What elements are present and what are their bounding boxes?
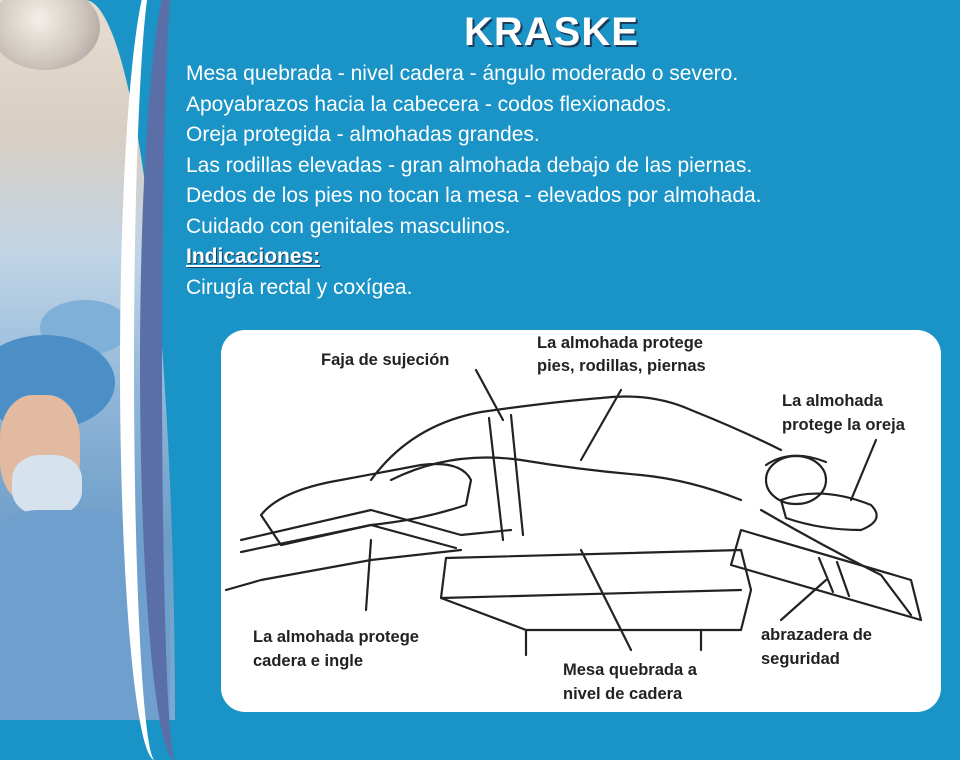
content-line: Mesa quebrada - nivel cadera - ángulo moderado o severo. [186,62,739,85]
label-clamp-1: abrazadera de [761,626,872,644]
label-hip-pillow-2: cadera e ingle [253,652,364,670]
kraske-position-figure [221,330,941,712]
label-clamp-2: seguridad [761,650,840,668]
arm-strap [819,558,849,596]
label-table-2: nivel de cadera [563,685,683,703]
content-line: Apoyabrazos hacia la cabecera - codos flexionados. [186,92,672,116]
label-leg-pillow-1: La almohada protege [537,334,703,352]
pointer-leg-pillow [581,390,621,460]
content-line: Las rodillas elevadas - gran almohada debajo de las piernas. [186,153,753,177]
pointer-hip-pillow [366,540,371,610]
pointer-table [581,550,631,650]
label-strap: Faja de sujeción [321,351,450,369]
surgical-lamp [0,0,100,70]
content-text [186,59,956,303]
label-ear-pillow-1: La almohada [782,392,883,410]
content-line: Oreja protegida - almohadas grandes. [186,123,540,146]
label-table-1: Mesa quebrada a [563,661,697,679]
label-leg-pillow-2: pies, rodillas, piernas [537,357,706,375]
table-legs [526,630,701,655]
indications-heading: Indicaciones: [186,245,321,268]
slide-title: KRASKE [464,10,639,54]
patient-arm [761,510,911,615]
head-pillow [781,494,877,530]
pointer-ear-pillow [851,440,876,500]
label-ear-pillow-2: protege la oreja [782,416,905,434]
label-hip-pillow-1: La almohada protege [253,628,419,646]
leg-pillow [261,464,471,545]
table-edge [441,590,741,598]
table-foot-end [226,550,461,590]
surgeon-mask [12,455,82,515]
patient-illustration [221,330,941,712]
indications-text: Cirugía rectal y coxígea. [186,275,413,299]
content-line: Cuidado con genitales masculinos. [186,214,511,238]
content-line: Dedos de los pies no tocan la mesa - elevados por almohada. [186,184,762,207]
safety-strap [489,415,523,540]
